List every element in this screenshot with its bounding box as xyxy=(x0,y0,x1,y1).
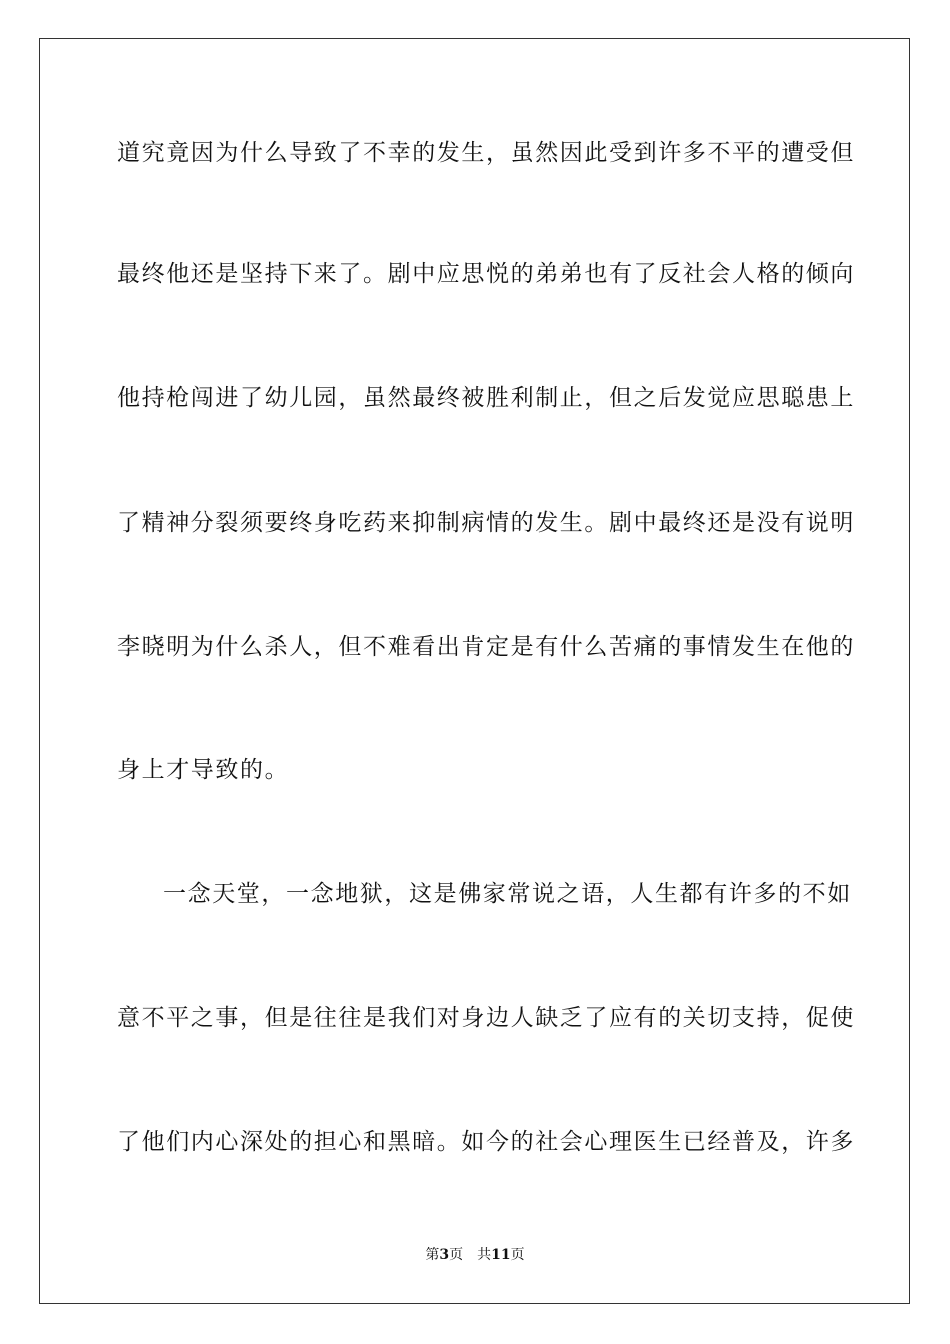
body-text-line-9: 了他们内心深处的担心和黑暗。如今的社会心理医生已经普及，许多 xyxy=(117,1129,855,1155)
body-text-line-1: 道究竟因为什么导致了不幸的发生，虽然因此受到许多不平的遭受但 xyxy=(117,140,855,166)
body-text-line-7-paragraph-start: 一念天堂，一念地狱，这是佛家常说之语，人生都有许多的不如 xyxy=(163,881,852,907)
page-footer xyxy=(0,1246,950,1264)
body-text-line-8: 意不平之事，但是往往是我们对身边人缺乏了应有的关切支持，促使 xyxy=(117,1005,855,1031)
body-text-line-5: 李晓明为什么杀人，但不难看出肯定是有什么苦痛的事情发生在他的 xyxy=(117,634,855,660)
footer-total-suffix: 页 xyxy=(510,1247,525,1263)
footer-page-prefix: 第 xyxy=(425,1247,440,1263)
body-text-line-4: 了精神分裂须要终身吃药来抑制病情的发生。剧中最终还是没有说明 xyxy=(117,510,855,536)
footer-page-suffix: 页 xyxy=(449,1247,464,1263)
body-text-line-3: 他持枪闯进了幼儿园，虽然最终被胜利制止，但之后发觉应思聪患上 xyxy=(117,385,855,411)
footer-page-current: 3 xyxy=(439,1247,450,1263)
body-text-line-2: 最终他还是坚持下来了。剧中应思悦的弟弟也有了反社会人格的倾向 xyxy=(117,261,855,287)
page-border xyxy=(39,38,910,1304)
body-text-line-6: 身上才导致的。 xyxy=(117,757,290,783)
footer-page-total: 11 xyxy=(491,1247,511,1263)
footer-total-prefix: 共 xyxy=(477,1247,492,1263)
